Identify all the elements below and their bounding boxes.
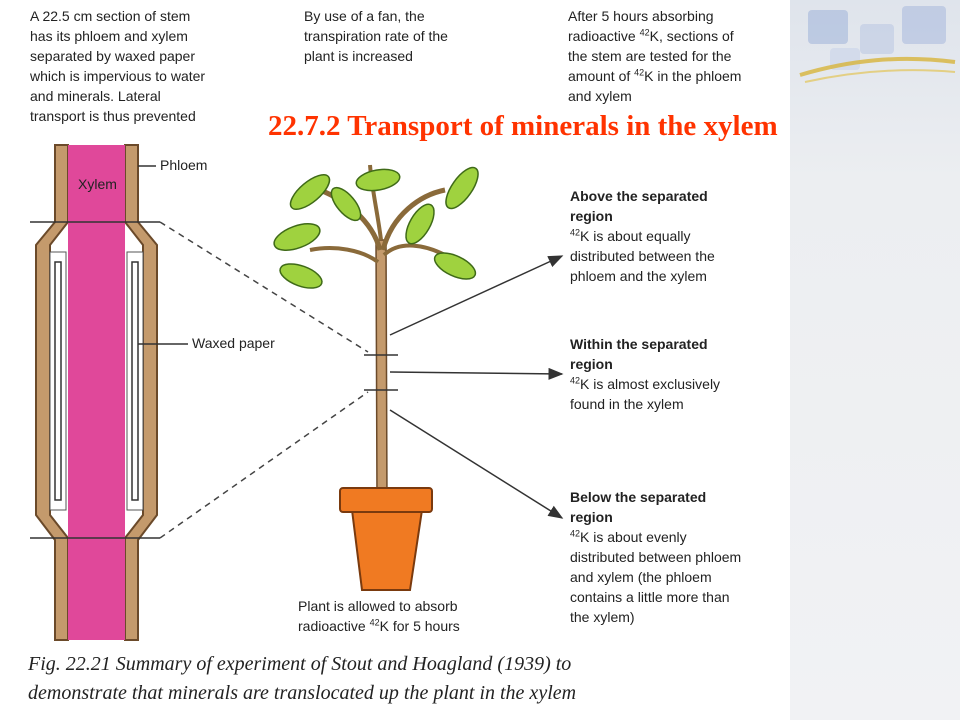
slide-title: 22.7.2 Transport of minerals in the xylem	[268, 110, 778, 142]
waxed-paper-sheet-left	[55, 262, 61, 500]
finding-body: distributed between the	[570, 248, 715, 264]
flower-pot	[352, 510, 422, 590]
step3-line: the stem are tested for the	[568, 48, 732, 64]
finding-heading	[570, 334, 785, 354]
gold-swoosh	[800, 59, 955, 75]
caption-label: Fig. 22.21	[28, 653, 111, 675]
finding-heading-text: region	[570, 208, 613, 224]
finding-body: and xylem (the phloem	[570, 569, 712, 585]
absorb-text-part: K for 5 hours	[379, 618, 460, 634]
finding-text: K is about evenly	[580, 529, 687, 545]
finding-body	[570, 374, 785, 394]
step1-line: and minerals. Lateral	[30, 88, 161, 104]
absorb-text-part: radioactive	[298, 618, 370, 634]
superscript-42: 42	[570, 528, 581, 539]
xylem-label: Xylem	[78, 176, 117, 192]
finding-body	[570, 226, 785, 246]
finding-body: phloem and the xylem	[570, 268, 707, 284]
finding-heading-text: Within the separated	[570, 336, 708, 352]
caption-line	[28, 650, 788, 679]
plant-stem	[376, 240, 387, 500]
finding-within	[570, 334, 785, 414]
step2-line: plant is increased	[304, 48, 413, 64]
finding-above	[570, 186, 785, 286]
dashed-connector-bottom	[160, 392, 368, 538]
phloem-label: Phloem	[160, 157, 208, 173]
finding-below	[570, 487, 785, 627]
step3-line	[568, 66, 788, 86]
finding-heading	[570, 354, 785, 374]
gold-swoosh	[805, 70, 955, 82]
arrow-within	[390, 372, 562, 374]
dashed-connector-top	[160, 222, 368, 352]
waxed-paper-label: Waxed paper	[192, 335, 275, 351]
finding-body: the xylem)	[570, 609, 635, 625]
step2-line: By use of a fan, the	[304, 8, 425, 24]
plant-branch	[310, 248, 378, 262]
caption-line: demonstrate that minerals are translocated up the plant in the xylem	[28, 682, 577, 704]
finding-heading-text: Above the separated	[570, 188, 708, 204]
finding-body: distributed between phloem	[570, 549, 742, 565]
xylem-core	[68, 145, 125, 640]
finding-heading	[570, 507, 785, 527]
step1-line: separated by waxed paper	[30, 48, 195, 64]
flower-pot-rim	[340, 488, 432, 512]
step1-line: A 22.5 cm section of stem	[30, 8, 191, 24]
superscript-42: 42	[639, 27, 650, 38]
superscript-42: 42	[570, 375, 581, 386]
finding-body	[570, 527, 785, 547]
leaf	[326, 183, 366, 225]
finding-heading	[570, 206, 785, 226]
step3-text-part: K, sections of	[649, 28, 734, 44]
absorb-line	[298, 616, 538, 636]
plant	[271, 163, 484, 590]
finding-heading-text: Below the separated	[570, 489, 707, 505]
finding-body: contains a little more than	[570, 589, 730, 605]
step3-text-part: K in the phloem	[644, 68, 742, 84]
leaf	[440, 163, 484, 214]
finding-heading-text: region	[570, 356, 613, 372]
step3-text-part: amount of	[568, 68, 635, 84]
step3-text-part: radioactive	[568, 28, 640, 44]
absorb-note	[298, 596, 538, 636]
step1-line: transport is thus prevented	[30, 108, 196, 124]
leaf	[431, 248, 479, 285]
step2-line: transpiration rate of the	[304, 28, 448, 44]
leaf	[277, 259, 325, 293]
figure-caption	[28, 650, 788, 708]
step3-text	[568, 6, 788, 106]
step3-line	[568, 26, 788, 46]
step1-line: has its phloem and xylem	[30, 28, 188, 44]
superscript-42: 42	[570, 227, 581, 238]
finding-text: K is almost exclusively	[580, 376, 721, 392]
finding-heading	[570, 487, 785, 507]
finding-heading-text: region	[570, 509, 613, 525]
absorb-line: Plant is allowed to absorb	[298, 598, 458, 614]
superscript-42: 42	[634, 67, 645, 78]
caption-text: Summary of experiment of Stout and Hoagland (1939) to	[110, 653, 572, 675]
superscript-42: 42	[369, 617, 380, 628]
finding-heading	[570, 186, 785, 206]
stem-section	[30, 145, 188, 640]
leaf	[355, 166, 402, 193]
step1-text	[30, 6, 280, 126]
step3-line: and xylem	[568, 88, 632, 104]
arrow-above	[390, 256, 562, 335]
waxed-paper-sheet-right	[132, 262, 138, 500]
step2-text	[304, 6, 524, 66]
step1-line: which is impervious to water	[30, 68, 206, 84]
finding-text: K is about equally	[580, 228, 691, 244]
step3-line: After 5 hours absorbing	[568, 8, 714, 24]
plant-branch	[384, 246, 445, 255]
finding-body: found in the xylem	[570, 396, 684, 412]
